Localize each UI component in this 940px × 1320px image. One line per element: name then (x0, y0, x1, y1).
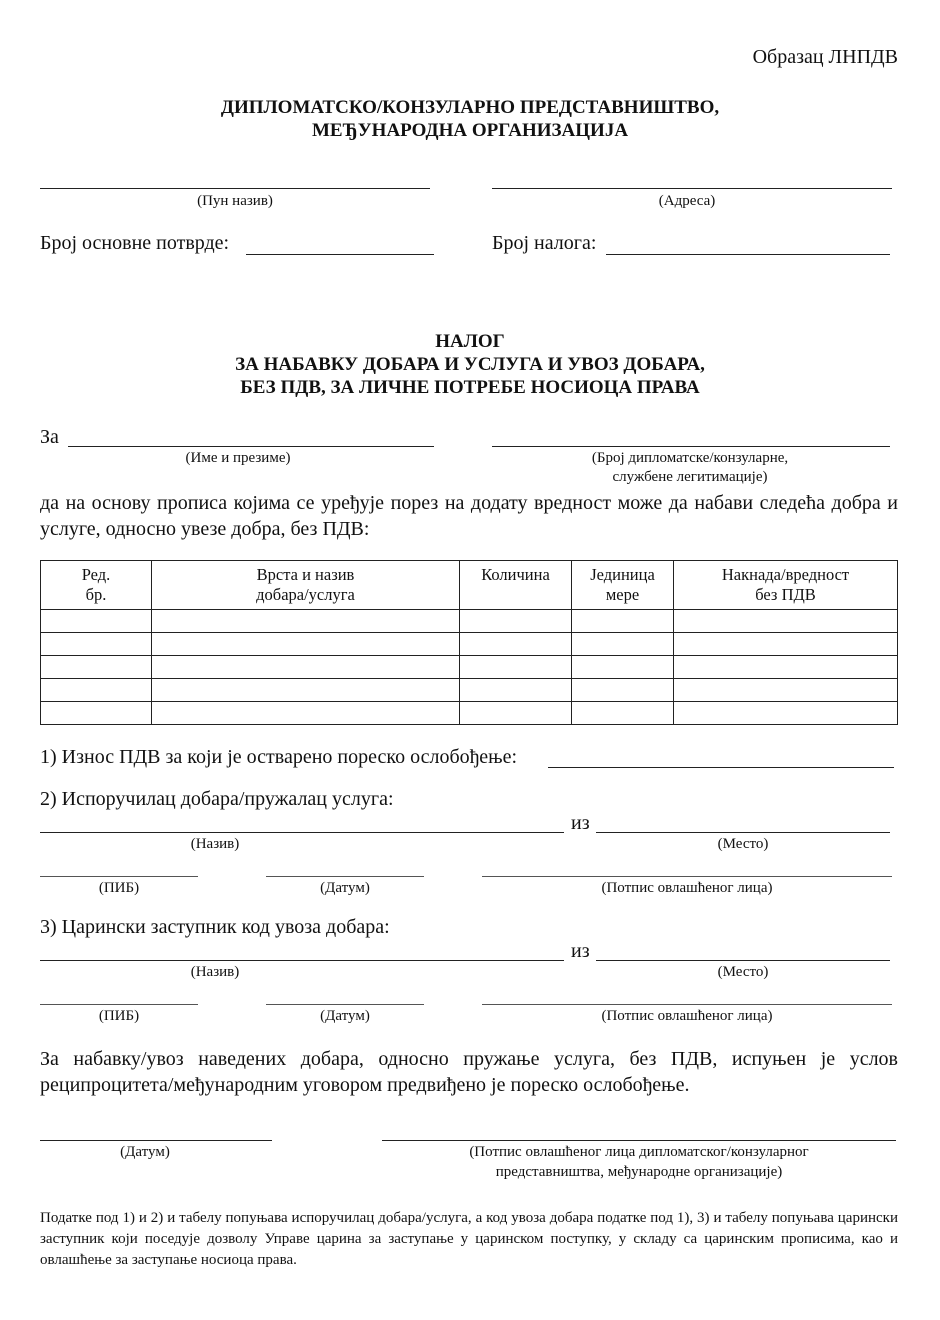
address-caption: (Адреса) (658, 193, 716, 209)
closing-date-caption: (Датум) (120, 1144, 170, 1160)
holder-prefix: За (40, 426, 59, 448)
closing-signature-caption-line1: (Потпис овлашћеног лица дипломатског/конзуларног (469, 1144, 809, 1160)
footnote: Податке под 1) и 2) и табелу попуњава испоручилац добара/услуга, а код увоза добара податке под 1), 3) и табелу попуњава царински заступник који поседује дозволу Управе царина за заступање у царинском поступку, у складу са царинским прописима, као и овлашћење за заступање носиоца права. (40, 1210, 898, 1268)
supplier-name-field[interactable] (40, 832, 564, 833)
order-number-field[interactable] (606, 254, 890, 255)
supplier-signature-caption: (Потпис овлашћеног лица) (601, 880, 773, 896)
closing-signature-field[interactable] (382, 1140, 896, 1141)
table-cell[interactable] (674, 610, 898, 633)
supplier-signature-field[interactable] (482, 876, 892, 877)
closing-signature-caption-line2: представништва, међународне организације) (495, 1164, 783, 1180)
table-cell[interactable] (460, 702, 572, 725)
table-cell[interactable] (41, 679, 152, 702)
supplier-name-caption: (Назив) (190, 836, 240, 852)
supplier-date-caption: (Датум) (320, 880, 370, 896)
holder-name-field[interactable] (68, 446, 434, 447)
col-header-unit: Јединица мере (572, 561, 674, 610)
base-confirmation-label: Број основне потврде: (40, 232, 230, 254)
table-cell[interactable] (152, 679, 460, 702)
table-cell[interactable] (674, 633, 898, 656)
vat-amount-field[interactable] (548, 767, 894, 768)
table-cell[interactable] (674, 656, 898, 679)
institution-title-line1: ДИПЛОМАТСКО/КОНЗУЛАРНО ПРЕДСТАВНИШТВО, (220, 97, 720, 118)
customs-place-caption: (Место) (717, 964, 769, 980)
supplier-pib-caption: (ПИБ) (98, 880, 140, 896)
table-cell[interactable] (572, 679, 674, 702)
col-header-value: Накнада/вредност без ПДВ (674, 561, 898, 610)
table-cell[interactable] (460, 610, 572, 633)
supplier-heading: 2) Испоручилац добара/пружалац услуга: (40, 788, 394, 810)
customs-date-field[interactable] (266, 1004, 424, 1005)
base-confirmation-field[interactable] (246, 254, 434, 255)
address-field[interactable] (492, 188, 892, 189)
customs-name-field[interactable] (40, 960, 564, 961)
table-cell[interactable] (572, 702, 674, 725)
customs-signature-field[interactable] (482, 1004, 892, 1005)
table-cell[interactable] (460, 679, 572, 702)
order-title-line2: ЗА НАБАВКУ ДОБАРА И УСЛУГА И УВОЗ ДОБАРА, (235, 354, 705, 375)
table-row (41, 656, 898, 679)
order-title-line1: НАЛОГ (435, 331, 505, 352)
holder-name-caption: (Име и презиме) (185, 450, 291, 466)
table-row (41, 610, 898, 633)
table-cell[interactable] (460, 656, 572, 679)
supplier-from-label: из (571, 812, 590, 834)
table-cell[interactable] (152, 633, 460, 656)
closing-date-field[interactable] (40, 1140, 272, 1141)
supplier-place-caption: (Место) (717, 836, 769, 852)
table-row (41, 679, 898, 702)
table-cell[interactable] (674, 702, 898, 725)
customs-pib-caption: (ПИБ) (98, 1008, 140, 1024)
col-header-description: Врста и назив добара/услуга (152, 561, 460, 610)
customs-from-label: из (571, 940, 590, 962)
order-number-label: Број налога: (492, 232, 597, 254)
table-cell[interactable] (41, 610, 152, 633)
form-code: Образац ЛНПДВ (752, 46, 898, 68)
table-cell[interactable] (674, 679, 898, 702)
supplier-date-field[interactable] (266, 876, 424, 877)
customs-name-caption: (Назив) (190, 964, 240, 980)
table-cell[interactable] (572, 610, 674, 633)
holder-id-caption-line2: службене легитимације) (612, 469, 768, 485)
table-cell[interactable] (572, 656, 674, 679)
table-cell[interactable] (152, 656, 460, 679)
supplier-pib-field[interactable] (40, 876, 198, 877)
holder-id-caption-line1: (Број дипломатске/конзуларне, (591, 450, 789, 466)
table-header-row (41, 561, 898, 610)
col-header-number: Ред. бр. (41, 561, 152, 610)
table-cell[interactable] (152, 702, 460, 725)
customs-place-field[interactable] (596, 960, 890, 961)
customs-pib-field[interactable] (40, 1004, 198, 1005)
supplier-place-field[interactable] (596, 832, 890, 833)
table-row (41, 633, 898, 656)
institution-title-line2: МЕЂУНАРОДНА ОРГАНИЗАЦИЈА (311, 120, 629, 141)
reciprocity-text: За набавку/увоз наведених добара, односно пружање услуга, без ПДВ, испуњен је услов реципроцитета/међународним уговором предвиђено је пореско ослобођење. (40, 1048, 898, 1096)
table-cell[interactable] (572, 633, 674, 656)
table-cell[interactable] (460, 633, 572, 656)
table-cell[interactable] (41, 656, 152, 679)
table-row (41, 702, 898, 725)
full-name-caption: (Пун назив) (197, 193, 273, 209)
table-cell[interactable] (152, 610, 460, 633)
vat-amount-label: 1) Износ ПДВ за који је остварено пореско ослобођење: (40, 746, 518, 768)
customs-heading: 3) Царински заступник код увоза добара: (40, 916, 390, 938)
intro-text: да на основу прописа којима се уређује порез на додату вредност може да набави следећа добра и услуге, односно увезе добра, без ПДВ: (40, 492, 898, 540)
customs-signature-caption: (Потпис овлашћеног лица) (601, 1008, 773, 1024)
holder-id-field[interactable] (492, 446, 890, 447)
order-title-line3: БЕЗ ПДВ, ЗА ЛИЧНЕ ПОТРЕБЕ НОСИОЦА ПРАВА (240, 377, 700, 398)
col-header-quantity: Количина (460, 561, 572, 610)
items-table (40, 560, 898, 725)
table-cell[interactable] (41, 633, 152, 656)
table-cell[interactable] (41, 702, 152, 725)
customs-date-caption: (Датум) (320, 1008, 370, 1024)
full-name-field[interactable] (40, 188, 430, 189)
